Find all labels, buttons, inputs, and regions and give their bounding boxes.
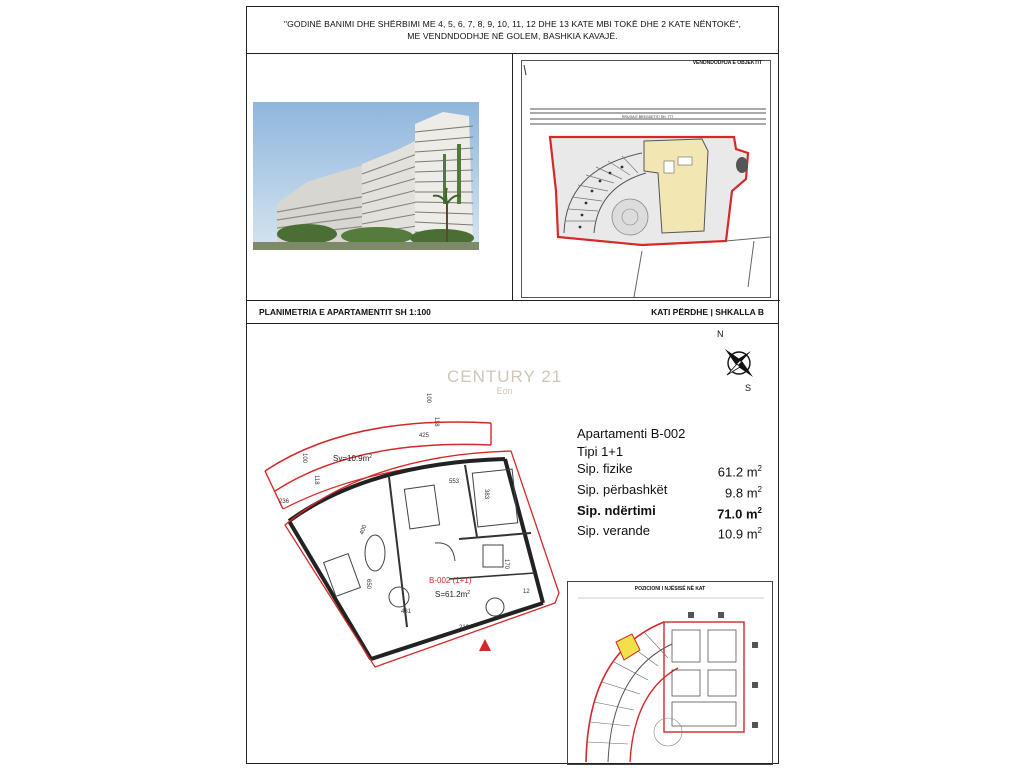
- dim-label: 12: [523, 589, 530, 595]
- dim-label: 553: [449, 479, 460, 485]
- area-value: 9.8 m: [725, 485, 758, 501]
- site-plan-drawing: [522, 61, 772, 299]
- project-header: [247, 7, 778, 54]
- area-unit-sup: 2: [757, 505, 762, 515]
- unit-area-text: S=61.2m: [435, 590, 468, 599]
- header-line-2: ME VENDNDODHJE NË GOLEM, BASHKIA KAVAJË.: [407, 31, 618, 41]
- road-label: RRUGA E BREGDETIT/ SH. 777: [622, 115, 674, 119]
- unit-code-label: B-002 (1+1): [429, 576, 472, 585]
- dim-label: 170: [503, 559, 509, 570]
- dim-label: 481: [401, 609, 412, 615]
- building-render-photo: [247, 54, 513, 301]
- veranda-area-label: [333, 454, 372, 463]
- dim-label: 650: [365, 579, 371, 590]
- compass-icon: [717, 341, 761, 385]
- dim-label: 100: [301, 453, 307, 464]
- apartment-info-table: [577, 425, 762, 543]
- floor-plan-drawing: [259, 367, 569, 687]
- dim-label: 400: [359, 524, 369, 536]
- apartment-name: Apartamenti B-002: [577, 426, 686, 441]
- area-label: Sip. verande: [577, 523, 650, 539]
- watermark-brand: CENTURY 21: [447, 367, 563, 386]
- veranda-area-text: Sv=10.9m: [333, 454, 370, 463]
- area-row-shared: [577, 481, 762, 502]
- compass-north-label: N: [717, 329, 724, 339]
- floor-plan-title: PLANIMETRIA E APARTAMENTIT SH 1:100: [259, 307, 431, 317]
- dim-label: 100: [425, 393, 431, 404]
- dim-label: 118: [313, 475, 319, 485]
- area-row-physical: [577, 460, 762, 481]
- unit-position-panel: [567, 581, 773, 765]
- area-unit-sup: 2: [757, 484, 762, 494]
- location-map-title: VENDNDODHJA E OBJEKTIT: [692, 60, 762, 66]
- floor-position-drawing: [568, 582, 774, 766]
- area-value: 61.2 m: [717, 464, 758, 480]
- dim-label: 210: [459, 625, 470, 631]
- veranda-area-sup: 2: [369, 454, 373, 460]
- dim-label: 425: [419, 433, 430, 439]
- location-map-panel: [513, 54, 780, 301]
- dim-label: 383: [483, 489, 489, 500]
- watermark-sub: Eon: [496, 386, 513, 396]
- area-unit-sup: 2: [757, 464, 762, 473]
- header-line-1: "GODINË BANIMI DHE SHËRBIMI ME 4, 5, 6, 7, 8, 9, 10, 11, 12 DHE 13 KATE MBI TOKË DHE 2 KATE NËNTOKË",: [283, 19, 741, 29]
- apartment-type: Tipi 1+1: [577, 443, 624, 459]
- drawing-sheet: [246, 6, 779, 764]
- compass-south-label: S: [745, 383, 752, 393]
- area-unit-sup: 2: [757, 526, 762, 536]
- floor-stair-label: KATI PËRDHE | SHKALLA B: [651, 307, 764, 317]
- building-render-image: [247, 54, 513, 301]
- dim-label: 236: [279, 499, 290, 505]
- area-row-veranda: [577, 522, 762, 543]
- area-label: Sip. ndërtimi: [577, 502, 656, 518]
- unit-area-sup: 2: [467, 590, 471, 596]
- apartment-floor-plan: [259, 367, 569, 692]
- unit-area-label: [435, 590, 470, 599]
- area-value: 10.9 m: [717, 526, 758, 542]
- dim-label: 118: [433, 417, 439, 427]
- area-value: 71.0 m: [717, 505, 758, 521]
- area-label: Sip. përbashkët: [577, 481, 668, 497]
- area-label: Sip. fizike: [577, 461, 633, 476]
- area-row-construction: [577, 502, 762, 523]
- unit-position-title: POZICIONI I NJËSISË NË KAT: [634, 586, 706, 592]
- section-title-bar: [247, 301, 778, 324]
- location-map-frame: [521, 60, 771, 298]
